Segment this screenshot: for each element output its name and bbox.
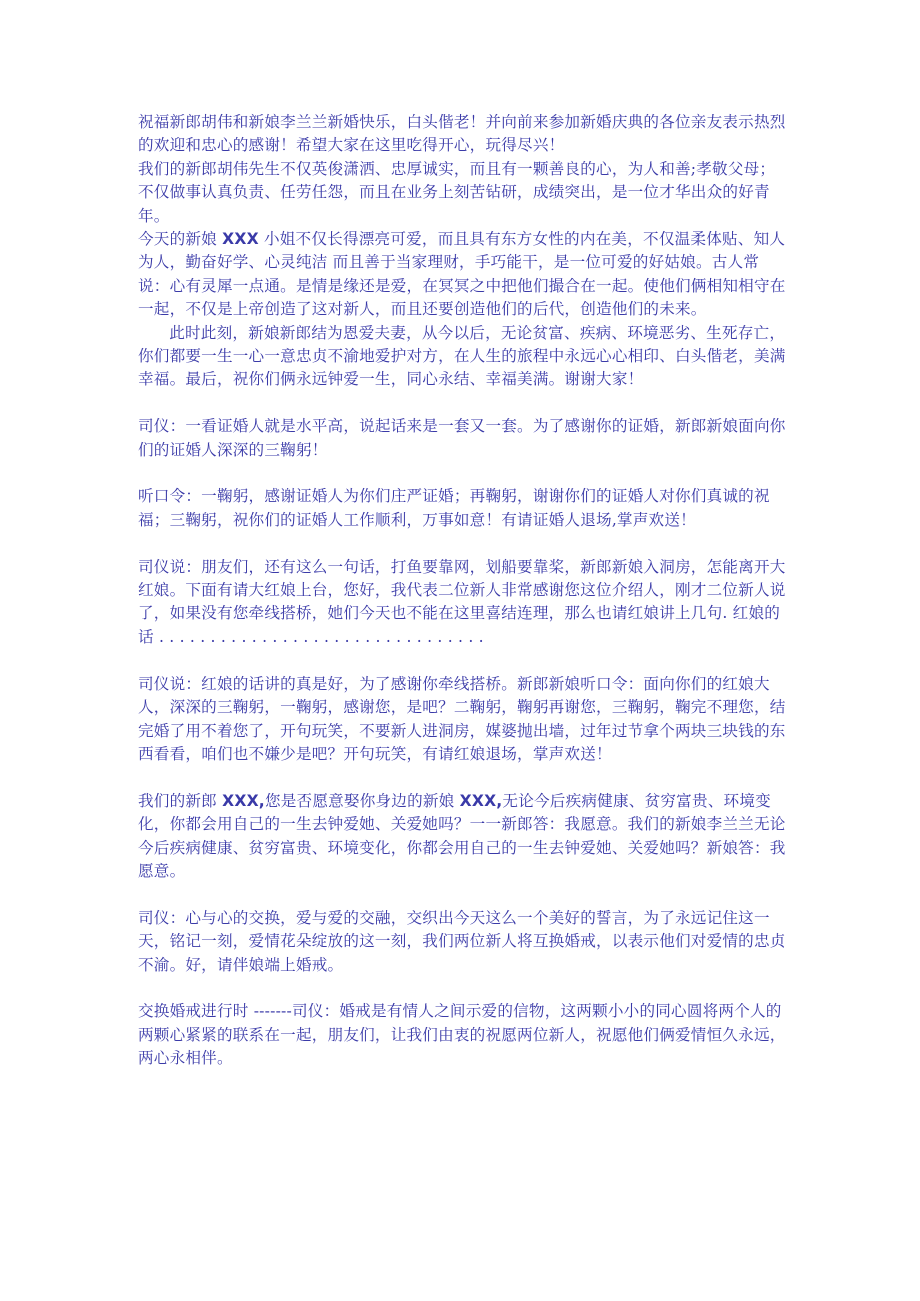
- paragraph-bride-intro: [138, 228, 788, 322]
- bride-name-placeholder: XXX,: [459, 791, 503, 810]
- paragraph-groom-intro: 我们的新郎胡伟先生不仅英俊潇洒、忠厚诚实，而且有一颗善良的心，为人和善;孝敬父母；不仅做事认真负责、任劳任怨，而且在业务上刻苦钻研，成绩突出，是一位才华出众的好青年。: [138, 159, 776, 225]
- paragraph-vow-questions: [138, 790, 788, 884]
- paragraph-vows-moment: 此时此刻，新娘新郎结为恩爱夫妻，从今以后，无论贫富、疾病、环境恶劣、生死存亡，你们都要一生一心一意忠贞不渝地爱护对方，在人生的旅程中永远心心相印、白头偕老，美满幸福。最后，祝你们俩永远钟爱一生，同心永结、幸福美满。谢谢大家！: [138, 323, 786, 389]
- paragraph-matchmaker-thanks: 司仪说：红娘的话讲的真是好，为了感谢你牵线搭桥。新郎新娘听口令：面向你们的红娘大人，深深的三鞠躬，一鞠躬，感谢您，是吧？二鞠躬，鞠躬再谢您，三鞠躬，鞠完不理您，结完婚了用不着您了，开句玩笑，不要新人进洞房，媒婆抛出墙，过年过节拿个两块三块钱的东西看看，咱们也不嫌少是吧？开句玩笑，有请红娘退场，掌声欢送！: [138, 674, 786, 763]
- paragraph-matchmaker-invite: 司仪说：朋友们，还有这么一句话，打鱼要靠网，划船要靠桨，新郎新娘入洞房，怎能离开大红娘。下面有请大红娘上台，您好，我代表二位新人非常感谢您这位介绍人，刚才二位新人说了，如果没有您牵线搭桥，她们今天也不能在这里喜结连理，那么也请红娘讲上几句. 红娘的话 . . . . . . . . . . . . . . . . . . . . . . . . . . . . . . . .: [138, 557, 786, 646]
- bride-name-placeholder: XXX: [222, 230, 259, 249]
- text-segment: 小姐不仅长得漂亮可爱，而且具有东方女性的内在美，不仅温柔体贴、知人为人，勤奋好学、心灵纯洁 而且善于当家理财，手巧能干，是一位可爱的好姑娘。古人常说：心有灵犀一点通。是情是缘还是爱，在冥冥之中把他们撮合在一起。使他们俩相知相守在一起，不仅是上帝创造了这对新人，而且还要创造他们的后代，创造他们的未来。: [138, 230, 786, 319]
- text-segment: 您是否愿意娶你身边的新娘: [264, 791, 460, 810]
- paragraph-ring-exchange: 交换婚戒进行时 -------司仪：婚戒是有情人之间示爱的信物，这两颗小小的同心圆将两个人的两颗心紧紧的联系在一起，朋友们，让我们由衷的祝愿两位新人，祝愿他们俩爱情恒久永远，两心永相伴。: [138, 1002, 786, 1068]
- paragraph-blessing: 祝福新郎胡伟和新娘李兰兰新婚快乐，白头偕老！并向前来参加新婚庆典的各位亲友表示热烈的欢迎和忠心的感谢！希望大家在这里吃得开心，玩得尽兴！: [138, 113, 786, 155]
- paragraph-bow-commands: 听口令：一鞠躬，感谢证婚人为你们庄严证婚；再鞠躬，谢谢你们的证婚人对你们真诚的祝福；三鞠躬，祝你们的证婚人工作顺利，万事如意！有请证婚人退场,掌声欢送！: [138, 487, 770, 529]
- groom-name-placeholder: XXX,: [222, 791, 265, 810]
- paragraph-officiant-thanks-witness: 司仪：一看证婚人就是水平高，说起话来是一套又一套。为了感谢你的证婚，新郎新娘面向你们的证婚人深深的三鞠躬！: [138, 417, 786, 459]
- text-segment: 无论今后疾病健康、贫穷富贵、环境变化，你都会用自己的一生去钟爱她、关爱她吗？一一新郎答：我愿意。我们的新娘李兰兰无论今后疾病健康、贫穷富贵、环境变化，你都会用自己的一生去钟爱她、关爱她吗？新娘答：我愿意。: [138, 791, 786, 880]
- document-body: [138, 111, 788, 1071]
- paragraph-ring-exchange-intro: 司仪：心与心的交换，爱与爱的交融，交织出今天这么一个美好的誓言，为了永远记住这一天，铭记一刻，爱情花朵绽放的这一刻，我们两位新人将互换婚戒，以表示他们对爱情的忠贞不渝。好，请伴娘端上婚戒。: [138, 908, 786, 974]
- text-segment: 我们的新郎: [138, 791, 223, 810]
- text-segment: 今天的新娘: [138, 230, 223, 249]
